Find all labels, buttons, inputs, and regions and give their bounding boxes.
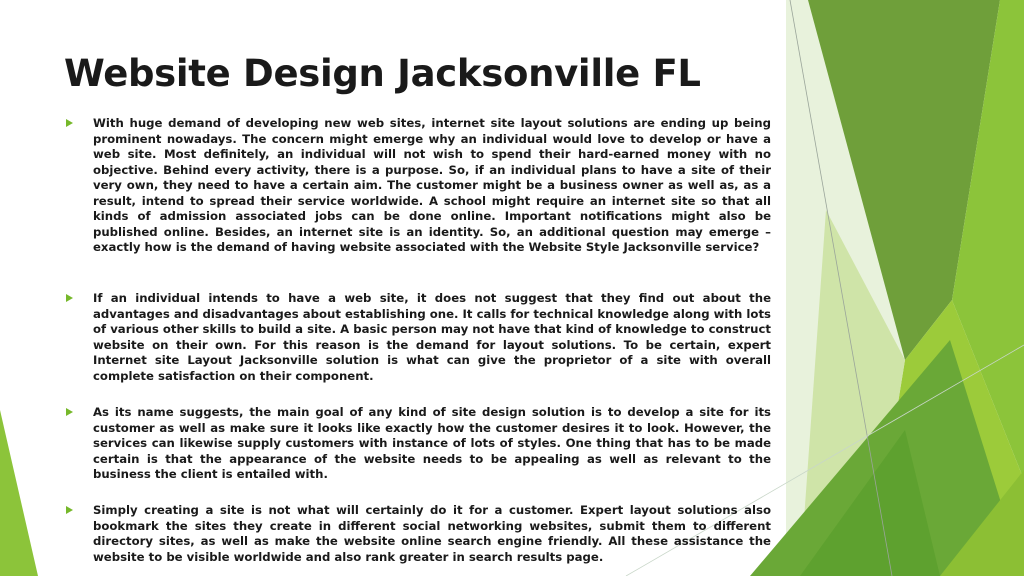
bullet-text: If an individual intends to have a web site, it does not suggest that they find out about the advantages and disadvantages about establishing one. It calls for technical knowledge along with lots of various other skills to build a site. A basic person may not have that kind of knowledge to construct website on their own. For this reason is the demand for layout solutions. To be certain, expert Internet site Layout Jacksonville solution is what can give the proprietor of a site with overall complete satisfaction on their component. — [93, 291, 771, 383]
triangle-bullet-icon — [66, 119, 73, 127]
triangle-bullet-icon — [66, 506, 73, 514]
triangle-bullet-icon — [66, 294, 73, 302]
bullet-text: As its name suggests, the main goal of any kind of site design solution is to develop a site for its customer as well as make sure it looks like exactly how the customer desires it to look. However, the services can likewise supply customers with instance of lots of styles. One thing that has to be made certain is that the appearance of the website needs to be appealing as well as relevant to the business the client is entailed with. — [93, 405, 771, 481]
slide-title: Website Design Jacksonville FL — [64, 52, 701, 95]
triangle-bullet-icon — [66, 408, 73, 416]
bullet-text: With huge demand of developing new web sites, internet site layout solutions are ending up being prominent nowadays. The concern might emerge why an individual would love to develop or have a web site. Most definitely, an individual will not wish to spend their hard-earned money with no objective. Behind every activity, there is a purpose. So, if an individual plans to have a site of their very own, they need to have a certain aim. The customer might be a business owner as well as, as a result, intend to spread their service worldwide. A school might require an internet site so that all kinds of admission associated jobs can be done online. Important notifications might also be published online. Besides, an internet site is an identity. So, an additional question may emerge – exactly how is the demand of having website associated with the Website Style Jacksonville service? — [93, 116, 771, 254]
bullet-text: Simply creating a site is not what will certainly do it for a customer. Expert layout solutions also bookmark the sites they create in different social networking websites, submit them to different directory sites, as well as make the website online search engine friendly. All these assistance the website to be visible worldwide and also rank greater in search results page. — [93, 503, 771, 564]
facet-bottom-left — [0, 410, 38, 576]
